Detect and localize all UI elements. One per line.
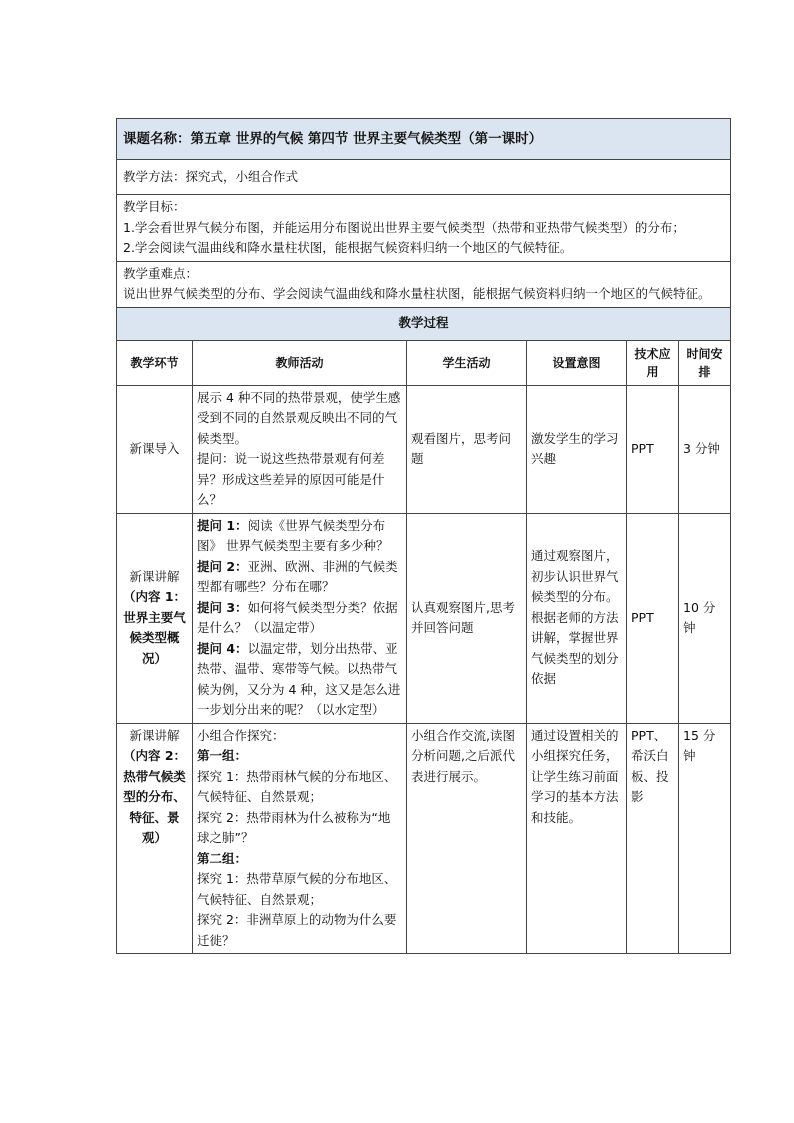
question-label: 提问 3： [197,599,248,615]
question-text: 如何将气候类型分类？依据是什么？（以温定带） [197,599,398,635]
process-title: 教学过程 [117,307,731,340]
group-intro: 小组合作探究： [197,727,285,743]
time-cell: 10 分钟 [679,513,731,723]
table-row [117,513,731,723]
stage-name: 新课讲解 [129,727,180,743]
group-2-task: 探究 1：热带草原气候的分布地区、气候特征、自然景观； [197,871,397,907]
student-cell: 观看图片，思考问题 [407,385,527,513]
question-2 [197,557,402,598]
table-row [117,723,731,954]
header-stage: 教学环节 [117,340,193,385]
key-points-cell [117,261,731,307]
header-tech: 技术应用 [627,340,679,385]
teacher-cell [193,723,407,954]
stage-content: （内容 1：世界主要气候类型概况） [122,589,187,666]
question-4 [197,639,402,721]
question-text: 亚洲、欧洲、非洲的气候类型都有哪些？分布在哪？ [197,558,398,594]
question-label: 提问 2： [197,558,248,574]
teacher-cell [193,513,407,723]
key-points-row [117,261,731,307]
column-header-row [117,340,731,385]
process-band-row [117,307,731,340]
lesson-title: 课题名称：第五章 世界的气候 第四节 世界主要气候类型（第一课时） [117,119,731,160]
title-row [117,119,731,160]
key-points-label: 教学重难点： [123,265,199,281]
stage-name: 新课讲解 [129,568,180,584]
stage-cell [117,723,193,954]
key-points-text: 说出世界气候类型的分布、学会阅读气温曲线和降水量柱状图，能根据气候资料归纳一个地区的气候特征。 [123,286,711,301]
table-row [117,385,731,513]
teacher-text: 展示 4 种不同的热带景观，使学生感受到不同的自然景观反映出不同的气候类型。 [197,389,401,446]
time-cell: 15 分钟 [679,723,731,954]
time-cell: 3 分钟 [679,385,731,513]
objectives-label: 教学目标： [123,199,186,214]
header-intent: 设置意图 [527,340,627,385]
group-2-task: 探究 2：非洲草原上的动物为什么要迁徙？ [197,912,397,948]
student-cell: 小组合作交流,读图分析问题,之后派代表进行展示。 [407,723,527,954]
student-cell: 认真观察图片,思考并回答问题 [407,513,527,723]
tech-cell: PPT、希沃白板、投影 [627,723,679,954]
teacher-cell [193,385,407,513]
question-label: 提问 1： [197,517,248,533]
lesson-plan [116,118,730,954]
intent-cell: 通过设置相关的小组探究任务，让学生练习前面学习的基本方法和技能。 [527,723,627,954]
stage-content: （内容 2：热带气候类型的分布、特征、景观） [122,748,187,845]
question-label: 提问 4： [197,640,248,656]
objective-1: 1.学会看世界气候分布图，并能运用分布图说出世界主要气候类型（热带和亚热带气候类型）的分布； [123,219,685,235]
objectives-cell [117,195,731,262]
header-student: 学生活动 [407,340,527,385]
method-row [117,160,731,195]
group-1-label: 第一组： [197,748,248,763]
teaching-method: 教学方法：探究式，小组合作式 [117,160,731,195]
header-teacher: 教师活动 [193,340,407,385]
group-1-task: 探究 2：热带雨林为什么被称为“地球之肺”？ [197,809,391,845]
question-1 [197,516,402,557]
question-text: 阅读《世界气候类型分布图》 世界气候类型主要有多少种？ [197,517,389,553]
stage-cell [117,513,193,723]
lesson-plan-table [116,118,731,954]
teacher-text: 提问：说一说这些热带景观有何差异？形成这些差异的原因可能是什么？ [197,451,385,507]
stage-cell: 新课导入 [117,385,193,513]
group-1-task: 探究 1：热带雨林气候的分布地区、气候特征、自然景观； [197,768,397,804]
intent-cell: 激发学生的学习兴趣 [527,385,627,513]
objective-2: 2.学会阅读气温曲线和降水量柱状图，能根据气候资料归纳一个地区的气候特征。 [123,240,573,255]
group-2-label: 第二组： [197,850,248,866]
question-3 [197,598,402,639]
tech-cell: PPT [627,385,679,513]
intent-cell: 通过观察图片，初步认识世界气候类型的分布。根据老师的方法讲解，掌握世界气候类型的划分依据 [527,513,627,723]
objectives-row [117,195,731,262]
question-text: 以温定带，划分出热带、亚热带、温带、寒带等气候。以热带气候为例，又分为 4 种，这又是怎么进一步划分出来的呢？（以水定型） [197,640,401,717]
tech-cell: PPT [627,513,679,723]
header-time: 时间安排 [679,340,731,385]
